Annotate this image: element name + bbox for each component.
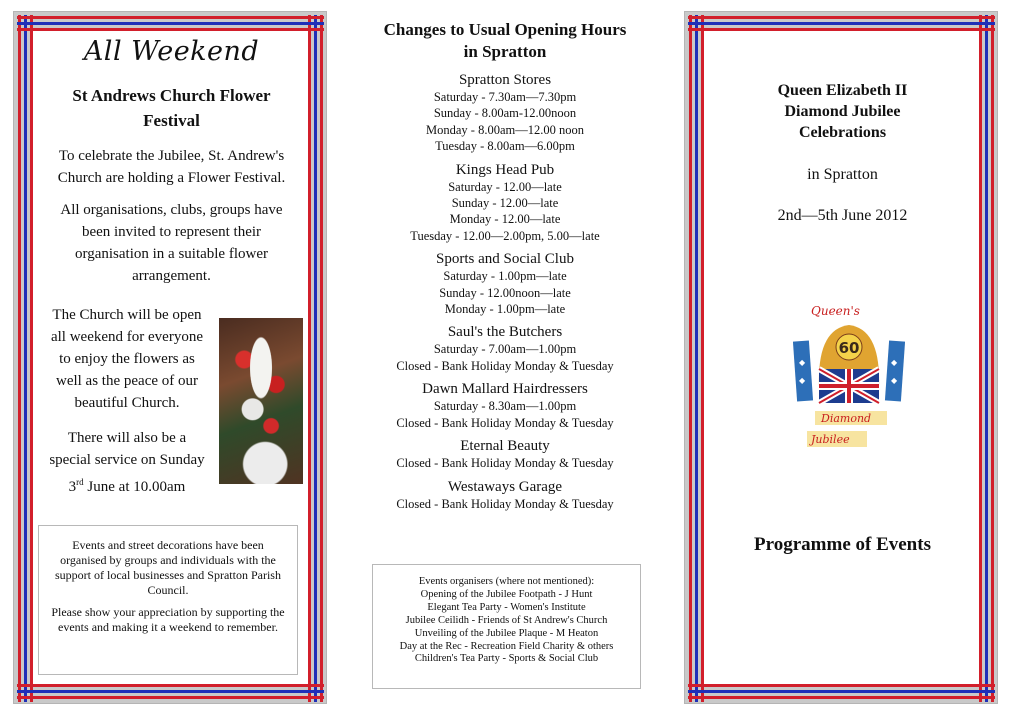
organiser-line: Opening of the Jubilee Footpath - J Hunt [420,588,593,600]
border-blue-left [24,15,27,702]
all-weekend-title: All Weekend [83,36,260,67]
organiser-line: Children's Tea Party - Sports & Social Club [414,653,599,665]
opening-hours-title: Changes to Usual Opening Hours in Spratton [383,20,627,61]
venue-hours: Tuesday - 8.00am—6.00pm [435,139,575,154]
organiser-line: Day at the Rec - Recreation Field Charity & others [399,640,614,652]
border-red-left [689,15,692,702]
festival-heading: St Andrews Church Flower Festival [72,86,271,130]
notice-appreciation: Please show your appreciation by supporting the events and making it a weekend to remember. [51,605,285,634]
venue-hours: Saturday - 7.00am—1.00pm [433,342,577,357]
logo-jubilee-text: Jubilee [811,433,850,446]
svg-text:◆: ◆ [891,358,898,367]
venue-block [360,71,650,155]
organisers-box [372,564,641,689]
border-red-left [18,15,21,702]
svg-text:◆: ◆ [799,376,806,385]
venue-block [360,478,650,512]
organiser-line: Unveiling of the Jubilee Plaque - M Heaton [414,627,599,639]
organiser-line: Events organisers (where not mentioned): [418,576,595,587]
venue-hours: Sunday - 8.00am-12.00noon [433,106,577,121]
venue-block [360,380,650,431]
venue-name: Sports and Social Club [436,251,574,268]
venue-hours: Saturday - 12.00—late [448,179,562,194]
programme-of-events: Programme of Events [754,534,931,555]
jubilee-logo-icon [793,299,905,459]
border-red-right [320,15,323,702]
organisations-invited: All organisations, clubs, groups have been invited to represent their organisation in a suitable flower arrangement. [60,202,283,284]
venue-name: Eternal Beauty [460,438,550,455]
venue-block [360,250,650,317]
venue-hours: Saturday - 8.30am—1.00pm [433,399,577,414]
organiser-line: Elegant Tea Party - Women's Institute [427,601,586,613]
venue-name: Spratton Stores [458,72,552,88]
cover-dates: 2nd—5th June 2012 [777,207,908,224]
flower-arrangement-photo [219,318,303,484]
venue-hours: Saturday - 1.00pm—late [443,269,567,284]
venue-hours: Sunday - 12.00—late [451,196,559,211]
cover-title: Queen Elizabeth II Diamond Jubilee Celebrations [777,82,908,141]
border-red-right [991,15,994,702]
venue-hours: Monday - 1.00pm—late [444,302,566,317]
venue-block [360,437,650,471]
venue-hours: Saturday - 7.30am—7.30pm [433,90,577,104]
venue-name: Kings Head Pub [455,161,555,178]
festival-intro: To celebrate the Jubilee, St. Andrew's Church are holding a Flower Festival. [57,148,286,186]
right-panel [684,11,998,704]
svg-text:◆: ◆ [891,376,898,385]
border-blue-left [695,15,698,702]
venue-list [360,71,650,512]
venue-name: Saul's the Butchers [447,324,563,341]
organiser-line: Jubilee Ceilidh - Friends of St Andrew's Church [405,614,608,626]
notice-decorations: Events and street decorations have been organised by groups and individuals with the support of local businesses and Spratton Parish Council. [55,538,281,597]
special-service: There will also be a special service on Sunday 3rd June at 10.00am [49,430,205,495]
venue-name: Dawn Mallard Hairdressers [422,381,588,398]
venue-name: Westaways Garage [447,478,563,495]
venue-hours: Closed - Bank Holiday Monday & Tuesday [396,496,614,511]
logo-diamond-text: Diamond [821,412,872,425]
venue-block [360,161,650,245]
venue-hours: Monday - 12.00—late [449,212,561,227]
venue-hours: Closed - Bank Holiday Monday & Tuesday [396,358,614,373]
svg-text:◆: ◆ [799,358,806,367]
church-open: The Church will be open all weekend for everyone to enjoy the flowers as well as the peace of our beautiful Church. [50,307,203,411]
middle-panel [360,14,650,704]
notice-box [38,525,298,675]
venue-hours: Tuesday - 12.00—2.00pm, 5.00—late [410,228,600,243]
venue-hours: Closed - Bank Holiday Monday & Tuesday [396,456,614,471]
logo-queens-text: Queen's [811,304,860,318]
logo-number-text: 60 [838,339,860,357]
border-blue-right [314,15,317,702]
venue-hours: Monday - 8.00am—12.00 noon [426,122,584,137]
border-blue-right [985,15,988,702]
venue-hours: Closed - Bank Holiday Monday & Tuesday [396,415,614,430]
left-panel [13,11,327,704]
venue-block [360,323,650,374]
cover-subtitle: in Spratton [807,166,878,183]
venue-hours: Sunday - 12.00noon—late [439,285,571,300]
